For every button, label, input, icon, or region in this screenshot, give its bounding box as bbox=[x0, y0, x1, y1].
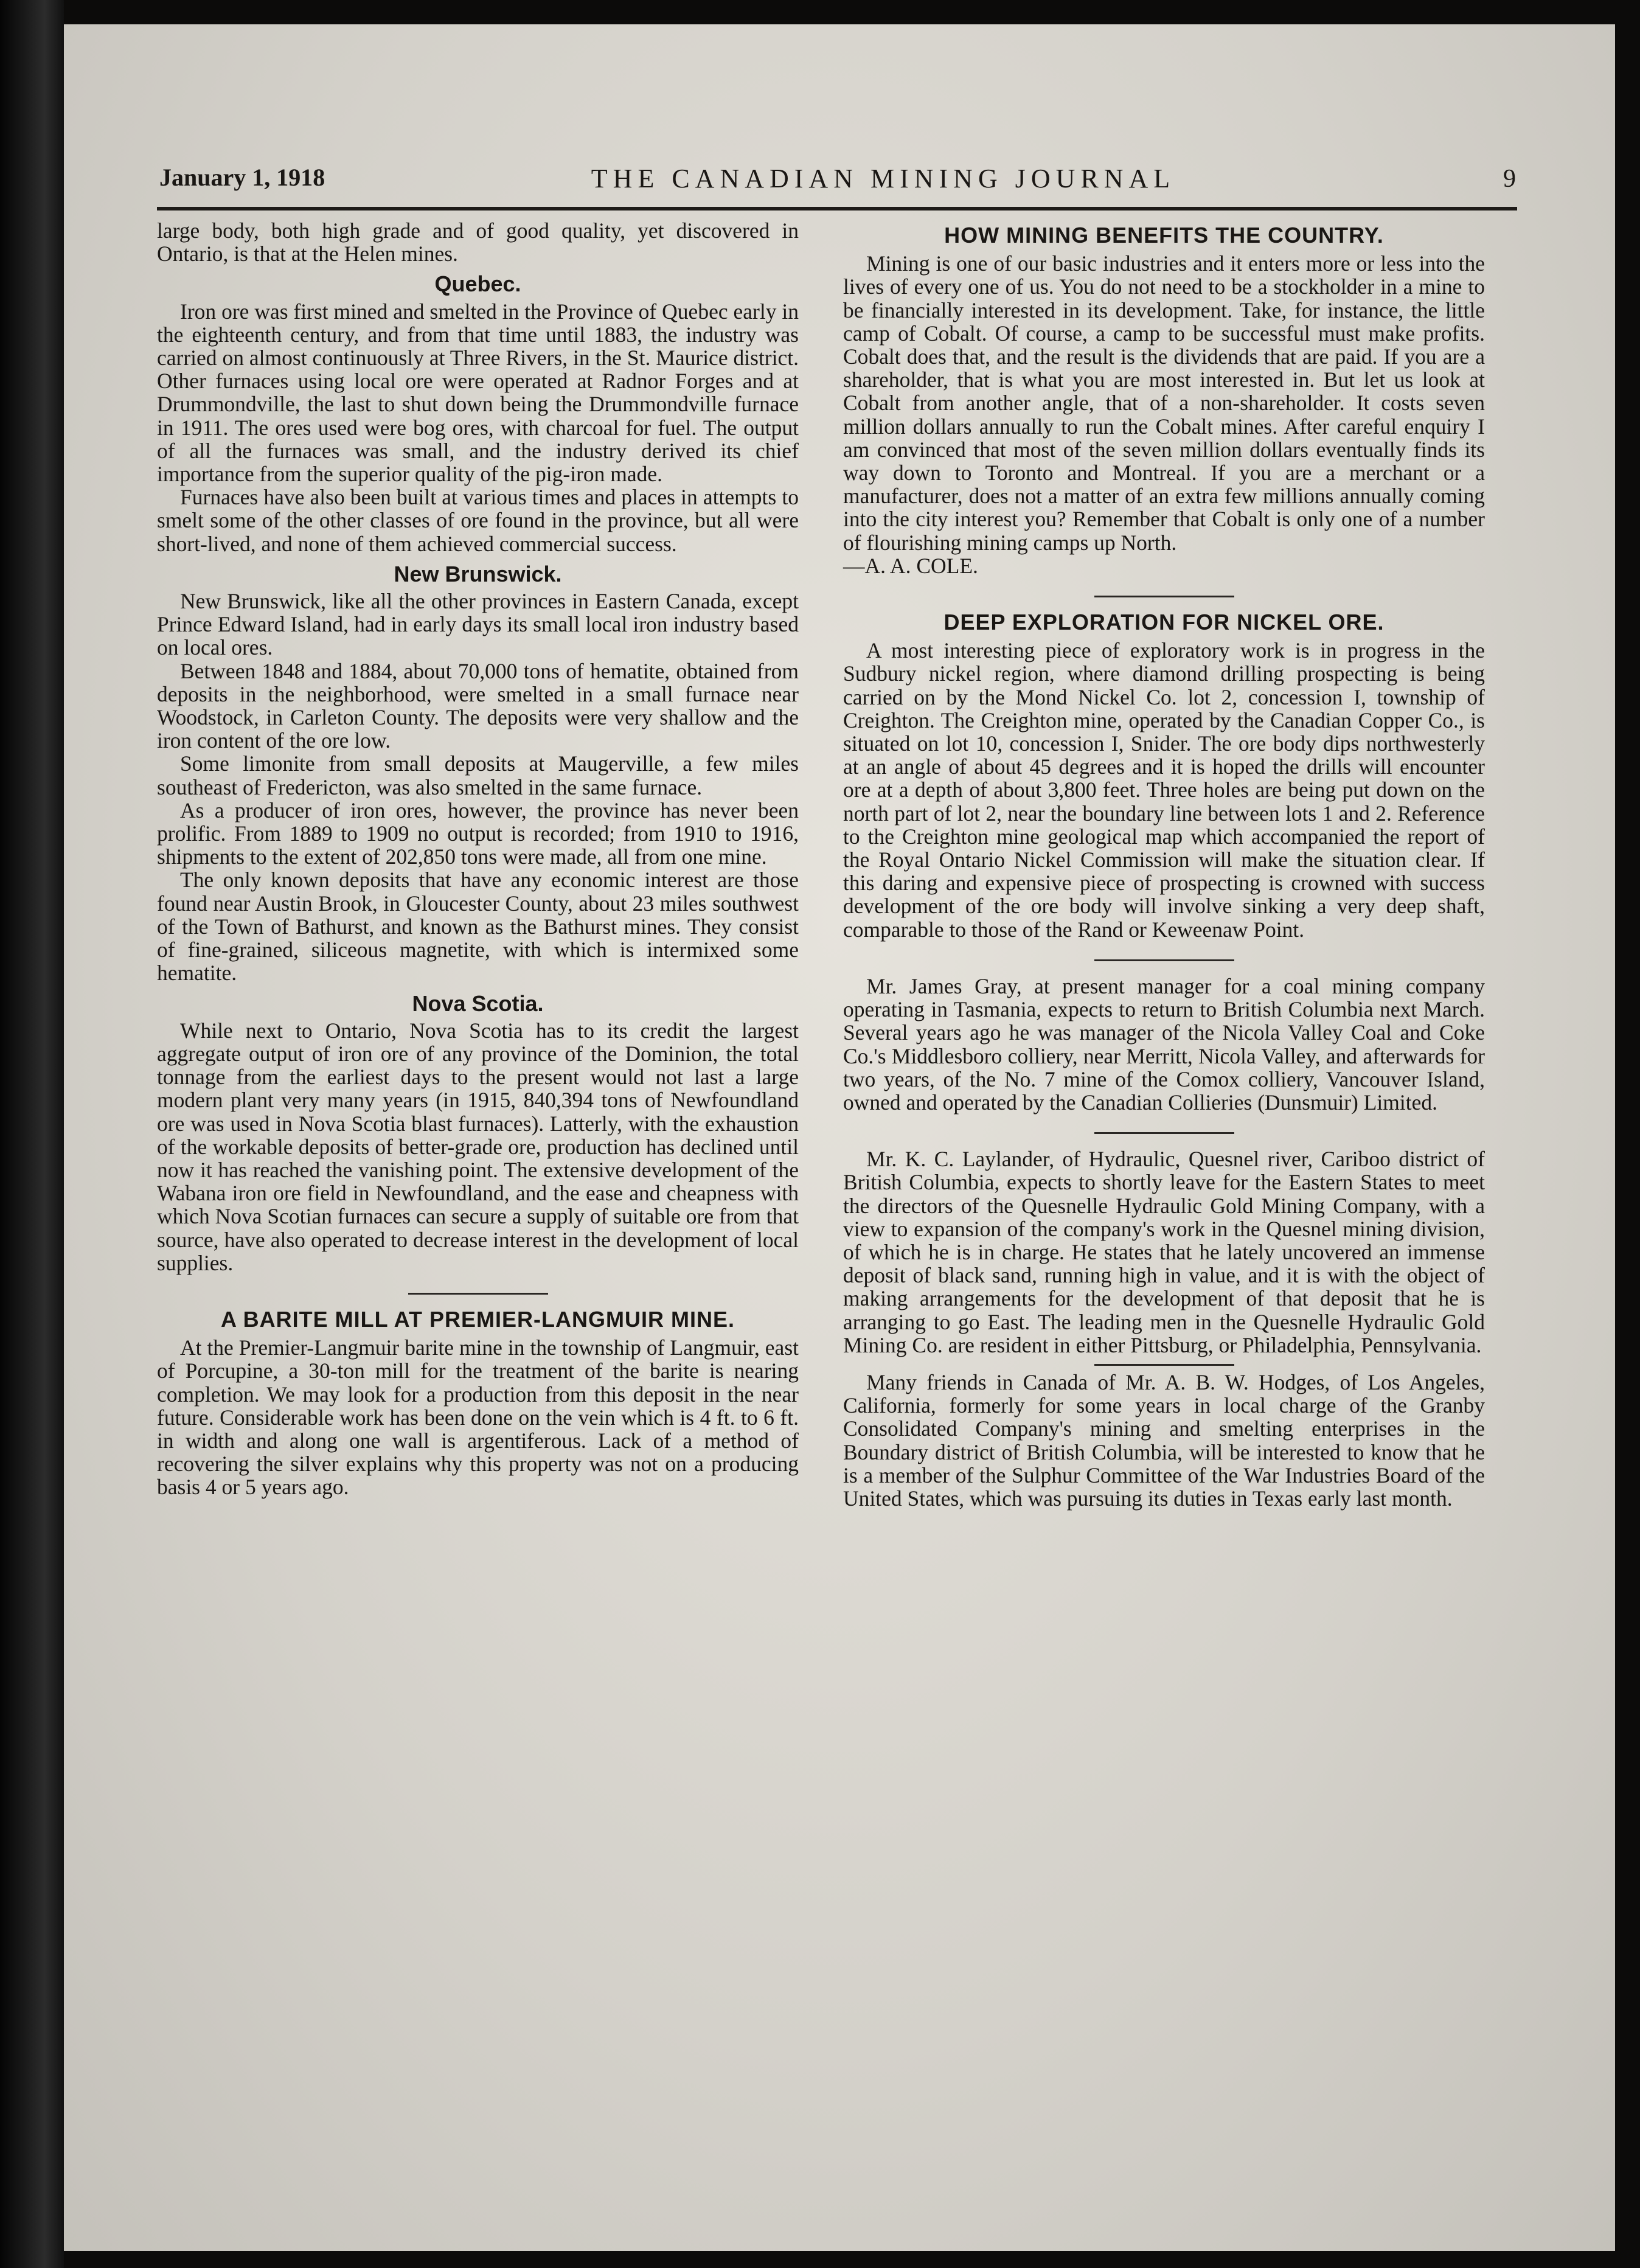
header-date: January 1, 1918 bbox=[159, 164, 325, 191]
right-column bbox=[843, 219, 1485, 1510]
page-number: 9 bbox=[1503, 165, 1516, 193]
section-heading-new-brunswick: New Brunswick. bbox=[394, 561, 562, 586]
binding-edge bbox=[0, 0, 64, 2268]
article-heading-nickel: DEEP EXPLORATION FOR NICKEL ORE. bbox=[943, 610, 1385, 635]
paragraph: The only known deposits that have any economic interest are those found near Austin Brook, in Gloucester County, about 23 miles southwest of the Town of Bathurst, and known as the Bathurst mines. They consist of fine-grained, siliceous magnetite, with which is intermixed some hematite. bbox=[157, 868, 799, 986]
running-header bbox=[159, 163, 1516, 200]
paragraph: Iron ore was first mined and smelted in the Province of Quebec early in the eighteenth century, and from that time until 1883, the industry was carried on almost continuously at Three Rivers, in the St. Maurice district. Other furnaces using local ore were operated at Radnor Forges and at Drummondville, the last to shut down being the Drummondville furnace in 1911. The ores used were bog ores, with charcoal for fuel. The output of all the furnaces was small, and the industry derived its chief importance from the superior quality of the pig-iron made. bbox=[157, 299, 799, 487]
paragraph: While next to Ontario, Nova Scotia has to its credit the largest aggregate output of iron ore of any province of the Dominion, the total tonnage from the earliest days to the present would not last a large modern plant very many years (in 1915, 840,394 tons of Newfoundland ore was used in Nova Scotia blast furnaces). Latterly, with the exhaustion of the workable deposits of better-grade ore, production has declined until now it has reached the vanishing point. The extensive development of the Wabana iron ore field in Newfoundland, and the ease and cheapness with which Nova Scotian furnaces can secure a supply of suitable ore from that source, have also operated to decrease interest in the development of local supplies. bbox=[157, 1018, 799, 1275]
left-column bbox=[157, 219, 799, 1499]
paragraph: At the Premier-Langmuir barite mine in the township of Langmuir, east of Porcupine, a 30-ton mill for the treatment of the barite is nearing completion. We may look for a production from this deposit in the near future. Considerable work has been done on the vein which is 4 ft. to 6 ft. in width and along one wall is argentiferous. Lack of a method of recovering the silver explains why this property was not on a producing basis 4 or 5 years ago. bbox=[157, 1335, 799, 1500]
article-heading-benefits: HOW MINING BENEFITS THE COUNTRY. bbox=[944, 223, 1384, 248]
header-rule bbox=[157, 207, 1517, 210]
paragraph: Many friends in Canada of Mr. A. B. W. Hodges, of Los Angeles, California, formerly for some years in local charge of the Granby Consolidated Company's mining and smelting enterprises in the Boundary district of British Columbia, will be interested to know that he is a member of the Sulphur Committee of the War Industries Board of the United States, which was pursuing its duties in Texas early last month. bbox=[843, 1369, 1485, 1511]
section-divider bbox=[1094, 596, 1234, 597]
paragraph: Furnaces have also been built at various times and places in attempts to smelt some of the other classes of ore found in the province, but all were short-lived, and none of them achieved commercial success. bbox=[157, 485, 799, 556]
article-heading-barite: A BARITE MILL AT PREMIER-LANGMUIR MINE. bbox=[221, 1306, 735, 1332]
signature: —A. A. COLE. bbox=[843, 553, 978, 578]
section-divider bbox=[1094, 1132, 1234, 1134]
section-divider bbox=[1094, 1364, 1234, 1366]
paragraph: Mr. K. C. Laylander, of Hydraulic, Quesnel river, Cariboo district of British Columbia, expects to shortly leave for the Eastern States to meet the directors of the Quesnelle Hydraulic Gold Mining Company, with a view to expansion of the company's work in the Quesnel mining division, of which he is in charge. He states that he lately uncovered an immense deposit of black sand, running high in value, and it is with the object of making arrangements for the development of that deposit that he is arranging to go East. The leading men in the Quesnelle Hydraulic Gold Mining Co. are resident in either Pittsburg, or Philadelphia, Pennsylvania. bbox=[843, 1147, 1485, 1357]
paragraph: A most interesting piece of exploratory work is in progress in the Sudbury nickel region, where diamond drilling prospecting is being carried on by the Mond Nickel Co. lot 2, concession I, township of Creighton. The Creighton mine, operated by the Canadian Copper Co., is situated on lot 10, concession I, Snider. The ore body dips northwesterly at an angle of about 45 degrees and it is hoped the drills will encounter ore at a depth of about 3,800 feet. Three holes are being put down on the north part of lot 2, near the boundary line between lots 1 and 2. Reference to the Creighton mine geological map which accompanied the report of the Royal Ontario Nickel Commission will make the situation clear. If this daring and expensive piece of prospecting is crowned with success development of the ore body will involve sinking a very deep shaft, comparable to those of the Rand or Keweenaw Point. bbox=[843, 638, 1485, 942]
paragraph: Some limonite from small deposits at Maugerville, a few miles southeast of Fredericton, was also smelted in the same furnace. bbox=[157, 751, 799, 799]
paragraph: Between 1848 and 1884, about 70,000 tons of hematite, obtained from deposits in the neighborhood, were smelted in a small furnace near Woodstock, in Carleton County. The deposits were very shallow and the iron content of the ore low. bbox=[157, 658, 799, 753]
paragraph: Mining is one of our basic industries and it enters more or less into the lives of every one of us. You do not need to be a stockholder in a mine to be financially interested in its development. Take, for instance, the little camp of Cobalt. Of course, a camp to be successful must make profits. Cobalt does that, and the result is the dividends that are paid. If you are a shareholder, that is what you are most interested in. But let us look at Cobalt from another angle, that of a non-shareholder. It costs seven million dollars annually to run the Cobalt mines. After careful enquiry I am convinced that most of the seven million dollars eventually finds its way down to Toronto and Montreal. If you are a merchant or a manufacturer, does not a matter of an extra few millions annually coming into the city interest you? Remember that Cobalt is only one of a number of flourishing mining camps up North. bbox=[843, 251, 1485, 555]
paragraph: Mr. James Gray, at present manager for a coal mining company operating in Tasmania, expects to return to British Columbia next March. Several years ago he was manager of the Nicola Valley Coal and Coke Co.'s Middlesboro colliery, near Merritt, Nicola Valley, and afterwards for two years, of the No. 7 mine of the Comox colliery, Vancouver Island, owned and operated by the Canadian Collieries (Dunsmuir) Limited. bbox=[843, 973, 1485, 1115]
section-divider bbox=[408, 1293, 548, 1295]
paragraph: New Brunswick, like all the other provinces in Eastern Canada, except Prince Edward Island, had in early days its small local iron industry based on local ores. bbox=[157, 589, 799, 660]
section-heading-quebec: Quebec. bbox=[434, 271, 521, 297]
section-heading-nova-scotia: Nova Scotia. bbox=[412, 990, 544, 1016]
paragraph: large body, both high grade and of good quality, yet discovered in Ontario, is that at the Helen mines. bbox=[157, 218, 799, 266]
ornament-divider bbox=[1094, 959, 1234, 961]
journal-title: THE CANADIAN MINING JOURNAL bbox=[591, 164, 1176, 193]
paragraph: As a producer of iron ores, however, the province has never been prolific. From 1889 to 1909 no output is recorded; from 1910 to 1916, shipments to the extent of 202,850 tons were made, all from one mine. bbox=[157, 798, 799, 869]
